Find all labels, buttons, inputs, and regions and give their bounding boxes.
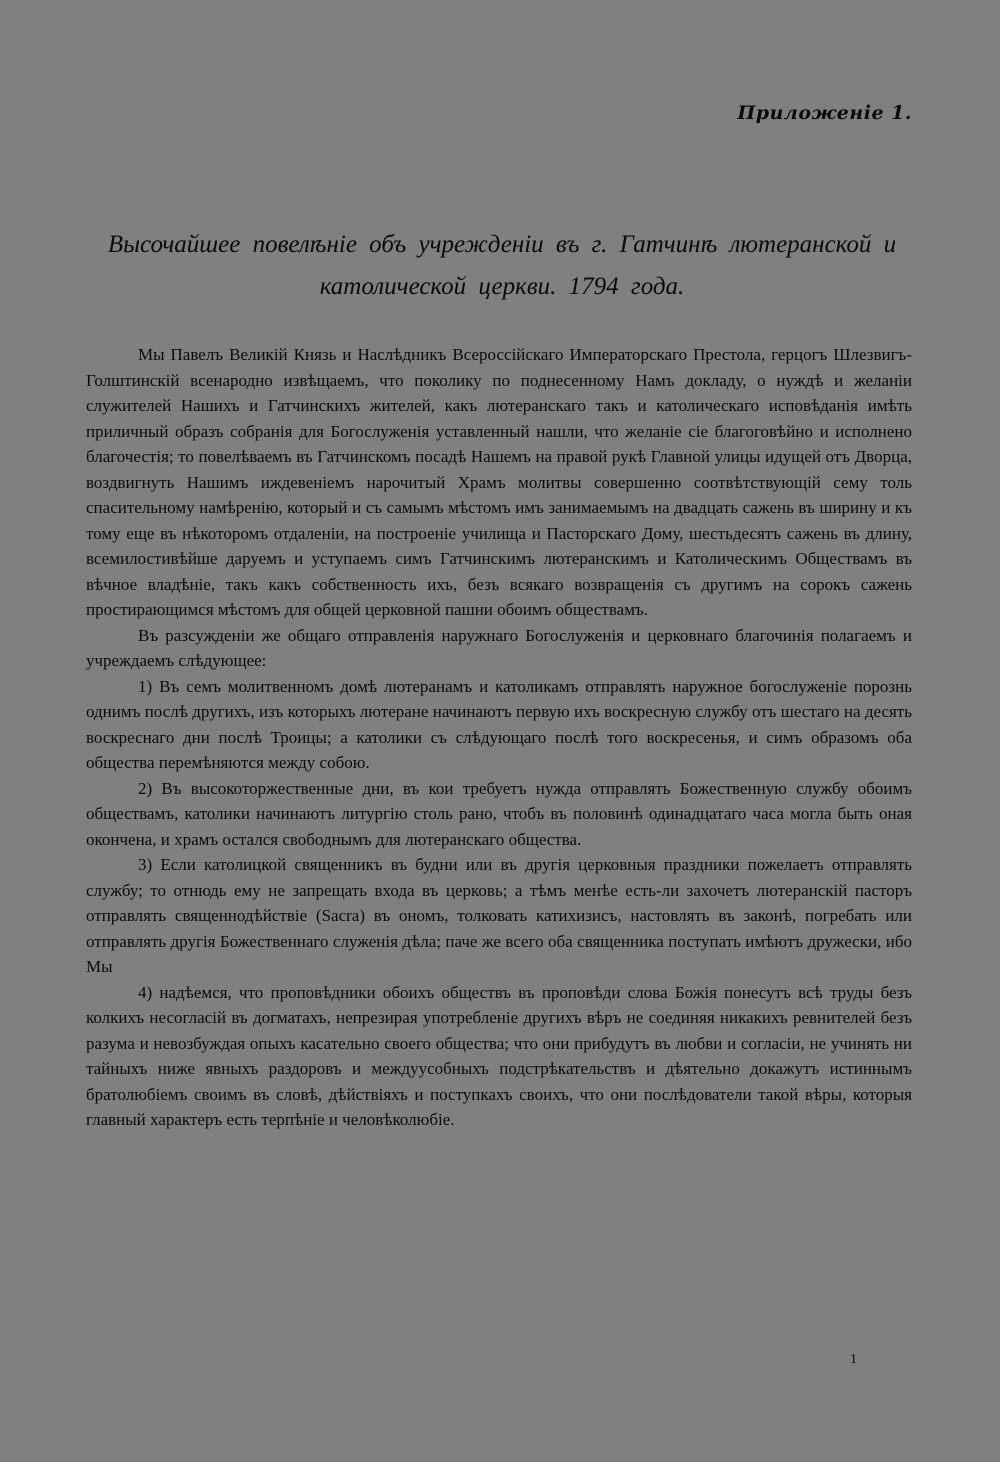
document-body xyxy=(86,342,912,1133)
paragraph-item-2: 2) Въ высокоторжественные дни, въ кои требуетъ нужда отправлять Божественную службу обоимъ обществамъ, католики начинаютъ литургію столь рано, чтобъ въ половинѣ одинадцатаго часа могла быть оная окончена, и храмъ остался свободнымъ для лютеранскаго общества. xyxy=(86,778,912,849)
document-title: Высочайшее повелѣніе объ учрежденіи въ г. Гатчинѣ лютеранской и католической церкви. 1794 года. xyxy=(107,231,897,300)
appendix-label: Приложеніе 1. xyxy=(737,102,912,124)
paragraph-item-1: 1) Въ семъ молитвенномъ домѣ лютеранамъ и католикамъ отправлять наружное богослуженіе порознь однимъ послѣ другихъ, изъ которыхъ лютеране начинаютъ первую ихъ воскресную службу отъ шестаго на десять воскреснаго дни послѣ Троицы; а католики съ слѣдующаго послѣ того воскресенья, и симъ образомъ оба общества перемѣняются между собою. xyxy=(86,676,912,772)
paragraph-intro: Въ разсужденіи же общаго отправленія наружнаго Богослуженія и церковнаго благочинія полагаемъ и учреждаемъ слѣдующее: xyxy=(86,625,912,670)
paragraph-item-3: 3) Если католицкой священникъ въ будни или въ другія церковныя праздники пожелаетъ отправлять службу; то отнюдь ему не запрещать входа въ церковь; а тѣмъ менѣе есть-ли захочетъ лютеранскій пасторъ отправлять священнодѣйствіе (Sacra) въ ономъ, толковать катихизисъ, настовлять въ законѣ, погребать или отправлять другія Божественнаго служенія дѣла; паче же всего оба священника поступать имѣютъ дружески, ибо Мы xyxy=(86,855,912,976)
paragraph-decree: Мы Павелъ Великій Князь и Наслѣдникъ Всероссійскаго Императорскаго Престола, герцогъ Шлезвигъ-Голштинскій всенародно извѣщаемъ, что поколику по поднесенному Намъ докладу, о нуждѣ и желаніи служителей Нашихъ и Гатчинскихъ жителей, какъ лютеранскаго такъ и католическаго исповѣданія имѣть приличный образъ собранія для Богослуженія уставленный нашли, что желаніе сіе благоговѣйно и исполнено благочестія; то повелѣваемъ въ Гатчинскомъ посадѣ Нашемъ на правой рукѣ Главной улицы идущей отъ Дворца, воздвигнуть Нашимъ иждевеніемъ нарочитый Храмъ молитвы совершенно соотвѣтствующій сему толь спасительному намѣренію, который и съ самымъ мѣстомъ имъ занимаемымъ на двадцать сажень въ ширину и къ тому еще въ нѣкоторомъ отдаленіи, на построеніе училища и Пасторскаго Дому, шестьдесятъ сажень въ длину, всемилостивѣйше даруемъ и уступаемъ симъ Гатчинскимъ лютеранскимъ и Католическимъ Обществамъ въ вѣчное владѣніе, такъ какъ собственность ихъ, безъ всякаго возвращенія съ другимъ на сорокъ сажень простирающимся мѣстомъ для общей церковной пашни обоимъ обществамъ. xyxy=(86,345,912,619)
page-number: 1 xyxy=(850,1352,857,1367)
paragraph-item-4: 4) надѣемся, что проповѣдники обоихъ обществъ въ проповѣди слова Божія понесутъ всѣ труды безъ колкихъ несогласій въ догматахъ, непрезирая употребленіе другихъ вѣръ не соединяя никакихъ ревнителей безъ разума и невозбуждая опыхъ касательно своего общества; что они прибудутъ въ любви и согласіи, не учинять ни тайныхъ ниже явныхъ раздоровъ и междуусобныхъ подстрѣкательствъ и дѣятельно докажутъ истиннымъ братолюбіемъ своимъ въ словѣ, дѣйствіяхъ и поступкахъ своихъ, что они послѣдователи такой вѣры, которыя главный характеръ есть терпѣніе и человѣколюбіе. xyxy=(86,982,912,1129)
